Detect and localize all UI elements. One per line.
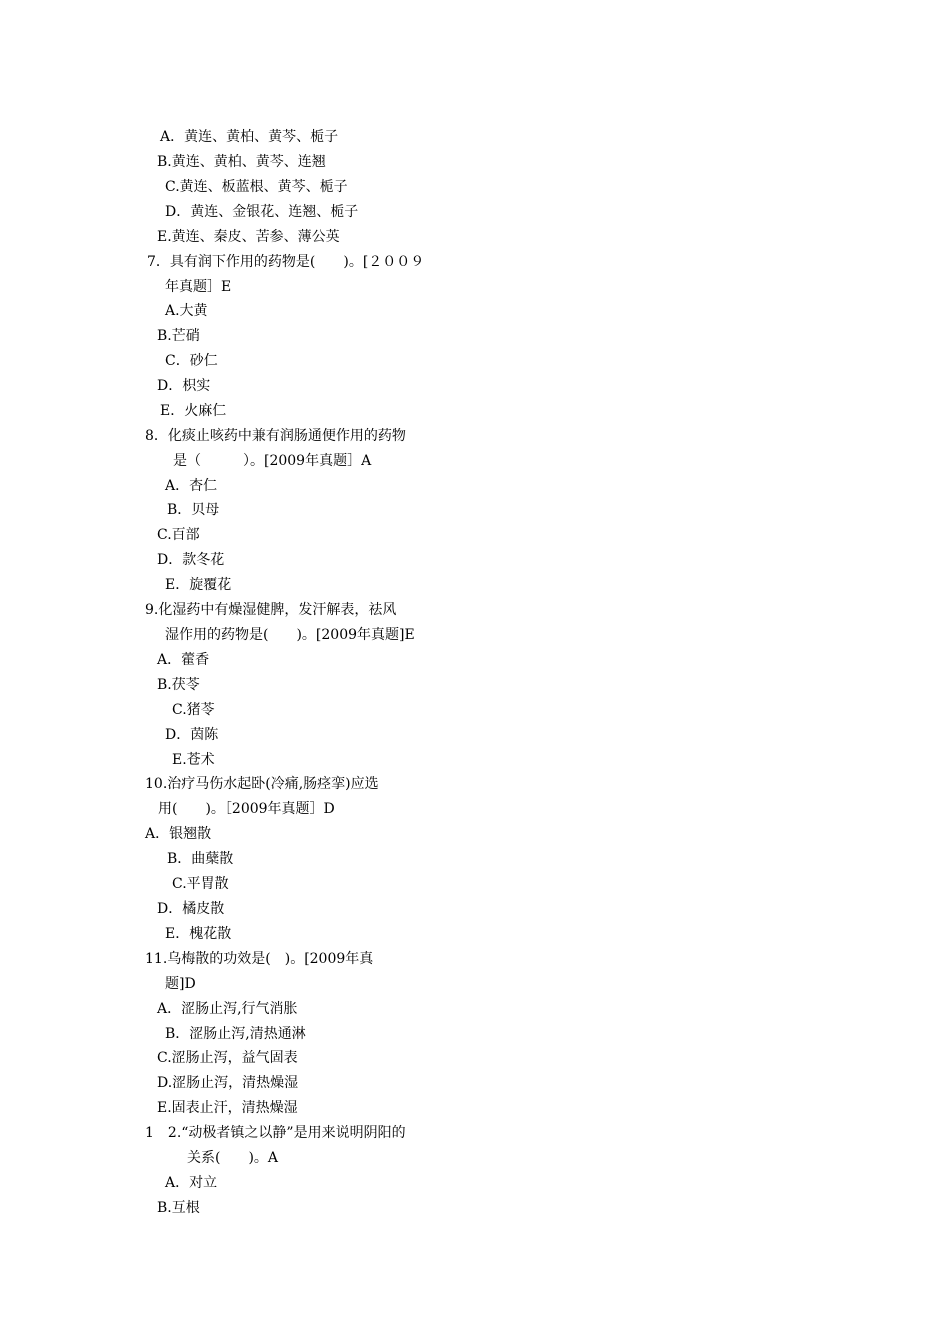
option-line: E．槐花散 [165,926,232,942]
option-line: C.百部 [157,527,200,543]
option-line: E.固表止汗，清热燥湿 [157,1100,298,1116]
option-line: B.黄连、黄柏、黄芩、连翘 [157,154,326,170]
option-line: D．款冬花 [157,552,225,568]
option-line: C.猪苓 [172,702,215,718]
question-line: 8．化痰止咳药中兼有润肠通便作用的药物 [145,428,406,444]
option-line: A．银翘散 [145,826,212,842]
option-line: B.茯苓 [157,677,200,693]
option-line: A．对立 [165,1175,218,1191]
option-line: C.涩肠止泻，益气固表 [157,1050,298,1066]
option-line: B．曲蘖散 [167,851,234,867]
option-line: C．砂仁 [165,353,218,369]
option-line: D．枳实 [157,378,211,394]
question-line: 用( )。［2009年真题］D [158,801,335,817]
question-line: 1 2.“动极者镇之以静”是用来说明阴阳的 [145,1125,406,1141]
option-line: A．黄连、黄柏、黄芩、栀子 [160,129,339,145]
option-line: E.苍术 [172,752,215,768]
option-line: A．涩肠止泻,行气消胀 [157,1001,298,1017]
option-line: A．藿香 [157,652,210,668]
question-line: 9.化湿药中有燥湿健脾，发汗解表，祛风 [145,602,397,618]
option-line: D．茵陈 [165,727,219,743]
option-line: A．杏仁 [165,478,218,494]
option-line: E．旋覆花 [165,577,232,593]
question-line: 题]D [165,976,196,992]
question-line: 7．具有润下作用的药物是( )。[２００９ [147,254,425,270]
question-line: 10.治疗马伤水起卧(冷痛,肠痉挛)应选 [145,776,379,792]
question-line: 年真题］E [165,279,232,295]
question-line: 湿作用的药物是( )。[2009年真题]E [165,627,415,643]
option-line: E．火麻仁 [160,403,227,419]
option-line: B．贝母 [167,502,220,518]
option-line: B．涩肠止泻,清热通淋 [165,1026,306,1042]
option-line: E.黄连、秦皮、苦参、薄公英 [157,229,340,245]
option-line: C.平胃散 [172,876,229,892]
question-line: 是（ ）。[2009年真题］A [173,453,372,469]
option-line: B.芒硝 [157,328,200,344]
question-line: 11.乌梅散的功效是( )。[2009年真 [145,951,374,967]
option-line: C.黄连、板蓝根、黄芩、栀子 [165,179,348,195]
option-line: A.大黄 [165,303,208,319]
option-line: B.互根 [157,1200,200,1216]
option-line: D.涩肠止泻，清热燥湿 [157,1075,299,1091]
question-line: 关系( )。A [187,1150,279,1166]
option-line: D．黄连、金银花、连翘、栀子 [165,204,359,220]
option-line: D．橘皮散 [157,901,225,917]
